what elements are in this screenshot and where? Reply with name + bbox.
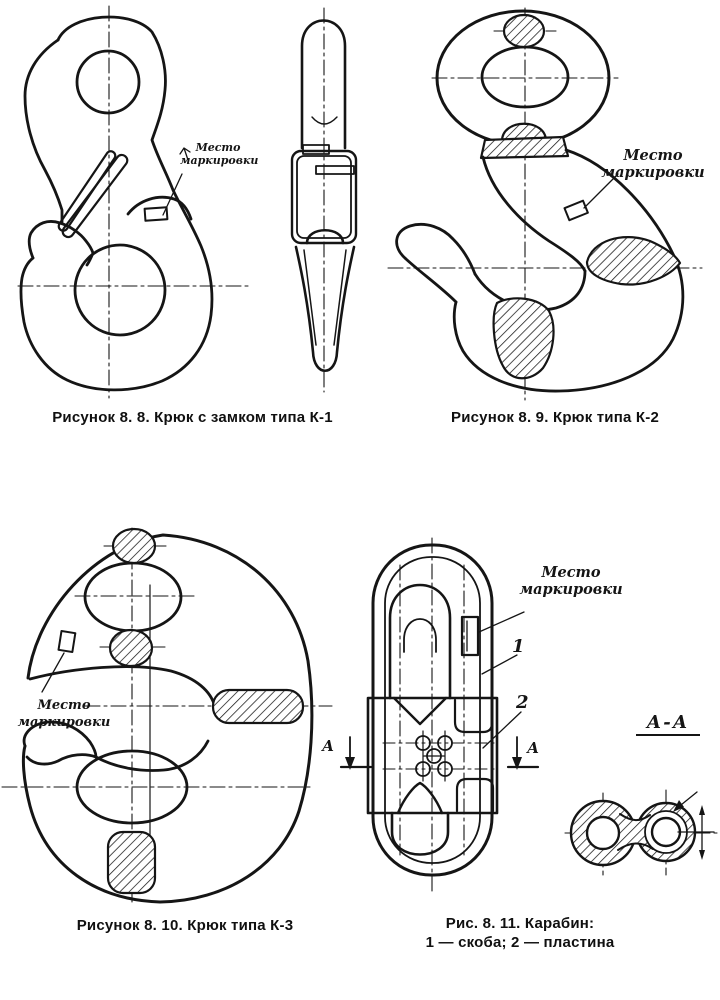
hook-k1-front-view <box>18 6 250 398</box>
figure-caption-karabin <box>385 914 655 952</box>
section-hatch <box>504 15 544 47</box>
hook-k2-drawing <box>388 8 702 400</box>
part-label-plate: 2 <box>516 692 529 713</box>
marking-place-label-k3 <box>4 697 124 731</box>
figure-caption-k2: Рисунок 8. 9. Крюк типа К-2 <box>451 409 659 426</box>
section-hatch <box>587 237 680 284</box>
marking-label-line1: Место <box>623 147 683 164</box>
karabin-section-aa <box>565 790 720 875</box>
part-label-shackle: 1 <box>512 636 525 657</box>
marking-label-line2: маркировки <box>180 154 259 167</box>
marking-label-line2: маркировки <box>17 715 111 730</box>
section-hatch <box>494 298 554 378</box>
marking-place-label-k1 <box>180 141 259 167</box>
karabin-drawing <box>341 538 538 895</box>
section-hatch <box>113 529 155 563</box>
latch-bar <box>57 150 129 240</box>
section-hatch <box>213 690 303 723</box>
marking-label-line1: Место <box>195 141 241 154</box>
marking-spot-k2 <box>564 201 587 221</box>
caption-line2: 1 — скоба; 2 — пластина <box>425 934 615 951</box>
section-arrow-label-left: А <box>322 737 335 755</box>
caption-line1: Рис. 8. 11. Карабин: <box>445 915 595 932</box>
marking-place-label-karabin <box>512 564 630 598</box>
section-hatch <box>481 137 568 158</box>
marking-label-line1: Место <box>541 564 601 581</box>
marking-label-line2: маркировки <box>519 581 623 598</box>
marking-place-label-k2 <box>596 147 710 181</box>
marking-label-line2: маркировки <box>601 164 705 181</box>
section-hatch <box>110 630 152 666</box>
figure-caption-k1: Рисунок 8. 8. Крюк с замком типа К-1 <box>52 409 333 426</box>
hook-k1-side-view <box>292 8 356 392</box>
figure-caption-k3: Рисунок 8. 10. Крюк типа К-3 <box>76 917 294 934</box>
marking-spot-k3 <box>59 631 76 652</box>
section-aa-label: А-А <box>636 712 700 736</box>
section-hatch <box>108 832 155 893</box>
marking-label-line1: Место <box>37 698 91 713</box>
section-arrow-label-right: А <box>527 739 540 757</box>
